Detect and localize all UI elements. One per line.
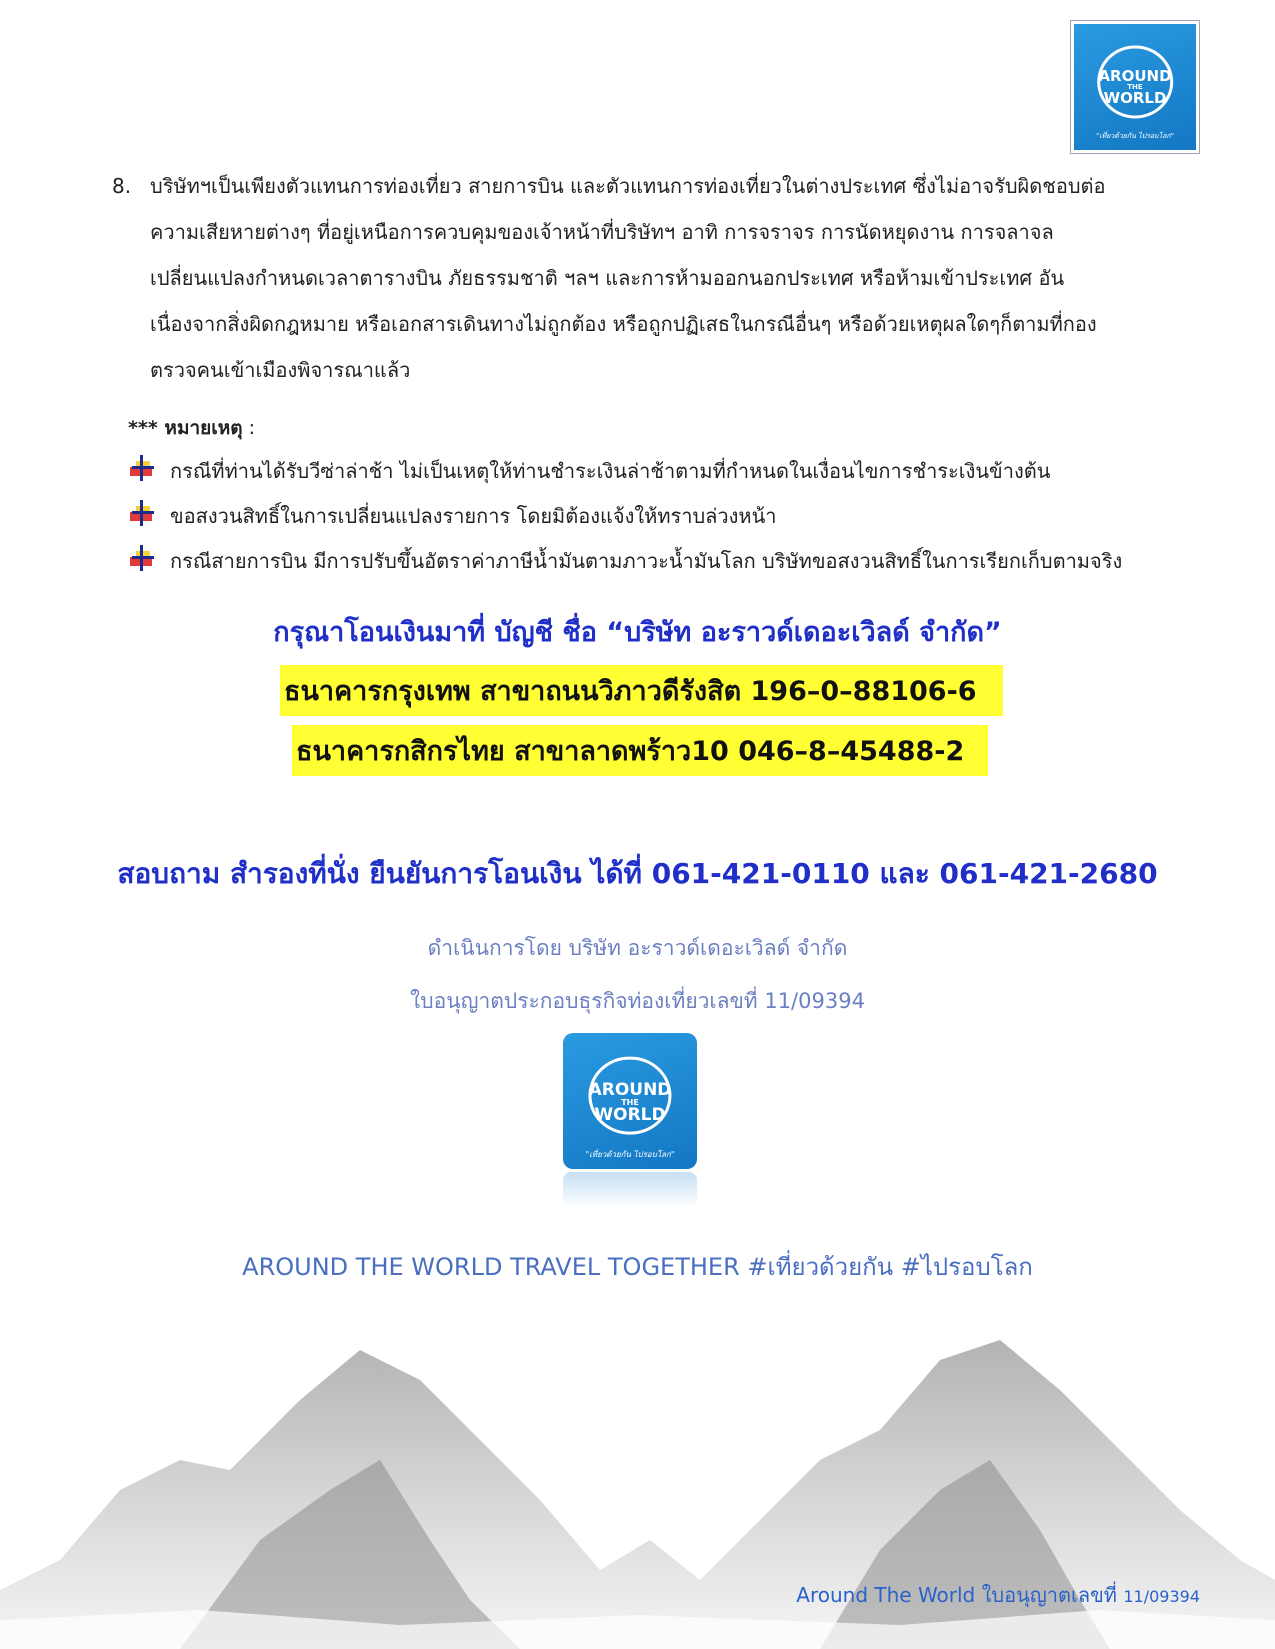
logo-line3: WORLD (594, 1104, 666, 1125)
list-item (128, 545, 1228, 590)
note-text: กรณีสายการบิน มีการปรับขึ้นอัตราค่าภาษีน้ำมันตามภาวะน้ำมันโลก บริษัทขอสงวนสิทธิ์ในการเรียกเก็บตามจริง (170, 549, 1123, 573)
item-text (150, 163, 1212, 393)
notes-list (128, 455, 1228, 590)
logo-line1: AROUND (588, 1079, 672, 1100)
item-number: 8. (112, 174, 132, 198)
logo-line3: WORLD (1103, 89, 1167, 108)
logo-reflection (563, 1172, 697, 1208)
footer-license: Around The World ใบอนุญาตเลขที่ 11/09394 (796, 1583, 1200, 1607)
logo-slogan: "เที่ยวด้วยกัน ไปรอบโลก" (585, 1149, 675, 1159)
operated-by: ดำเนินการโดย บริษัท อะราวด์เดอะเวิลด์ จำกัด (427, 936, 848, 960)
list-item (128, 500, 1228, 545)
note-text: กรณีที่ท่านได้รับวีซ่าล่าช้า ไม่เป็นเหตุให้ท่านชำระเงินล่าช้าตามที่กำหนดในเงื่อนไขการชำระเงินข้างต้น (170, 459, 1051, 483)
company-logo-center (563, 1033, 697, 1169)
payment-title: กรุณาโอนเงินมาที่ บัญชี ชื่อ “บริษัท อะราวด์เดอะเวิลด์ จำกัด” (273, 617, 1002, 648)
license-number: ใบอนุญาตประกอบธุรกิจท่องเที่ยวเลขที่ 11/09394 (410, 989, 865, 1013)
item-line: ความเสียหายต่างๆ ที่อยู่เหนือการควบคุมของเจ้าหน้าที่บริษัทฯ อาทิ การจราจร การนัดหยุดงาน การจลาจล (150, 220, 1054, 244)
note-text: ขอสงวนสิทธิ์ในการเปลี่ยนแปลงรายการ โดยมิต้องแจ้งให้ทราบล่วงหน้า (170, 504, 777, 528)
logo-slogan: "เที่ยวด้วยกัน ไปรอบโลก" (1096, 132, 1174, 141)
logo-line2: THE (1127, 83, 1143, 92)
notes-heading: *** หมายเหตุ : (128, 417, 256, 439)
logo-line2: THE (621, 1097, 639, 1107)
company-logo (1070, 20, 1200, 154)
item-line: เปลี่ยนแปลงกำหนดเวลาตารางบิน ภัยธรรมชาติ ฯลฯ และการห้ามออกนอกประเทศ หรือห้ามเข้าประเทศ อัน (150, 266, 1065, 290)
list-item (128, 455, 1228, 500)
item-line: บริษัทฯเป็นเพียงตัวแทนการท่องเที่ยว สายการบิน และตัวแทนการท่องเที่ยวในต่างประเทศ ซึ่งไม่อาจรับผิดชอบต่อ (150, 174, 1106, 198)
bank-account-kasikorn: ธนาคารกสิกรไทย สาขาลาดพร้าว10 046–8–45488-2 (292, 725, 988, 776)
logo-badge (563, 1033, 697, 1169)
item-line: ตรวจคนเข้าเมืองพิจารณาแล้ว (150, 358, 411, 382)
item-line: เนื่องจากสิ่งผิดกฎหมาย หรือเอกสารเดินทางไม่ถูกต้อง หรือถูกปฏิเสธในกรณีอื่นๆ หรือด้วยเหตุผลใดๆก็ตามที่กอง (150, 312, 1097, 336)
bullet-icon (128, 500, 154, 526)
bank-account-bangkok: ธนาคารกรุงเทพ สาขาถนนวิภาวดีรังสิต 196–0–88106-6 (280, 665, 1003, 716)
logo-line1: AROUND (1098, 67, 1172, 86)
bullet-icon (128, 455, 154, 481)
bullet-icon (128, 545, 154, 571)
contact-info: สอบถาม สำรองที่นั่ง ยืนยันการโอนเงิน ได้ที่ 061-421-0110 และ 061-421-2680 (117, 857, 1158, 890)
logo-badge (1074, 24, 1196, 150)
tagline: AROUND THE WORLD TRAVEL TOGETHER #เที่ยวด้วยกัน #ไปรอบโลก (242, 1253, 1033, 1281)
terms-item-8 (112, 163, 1212, 393)
